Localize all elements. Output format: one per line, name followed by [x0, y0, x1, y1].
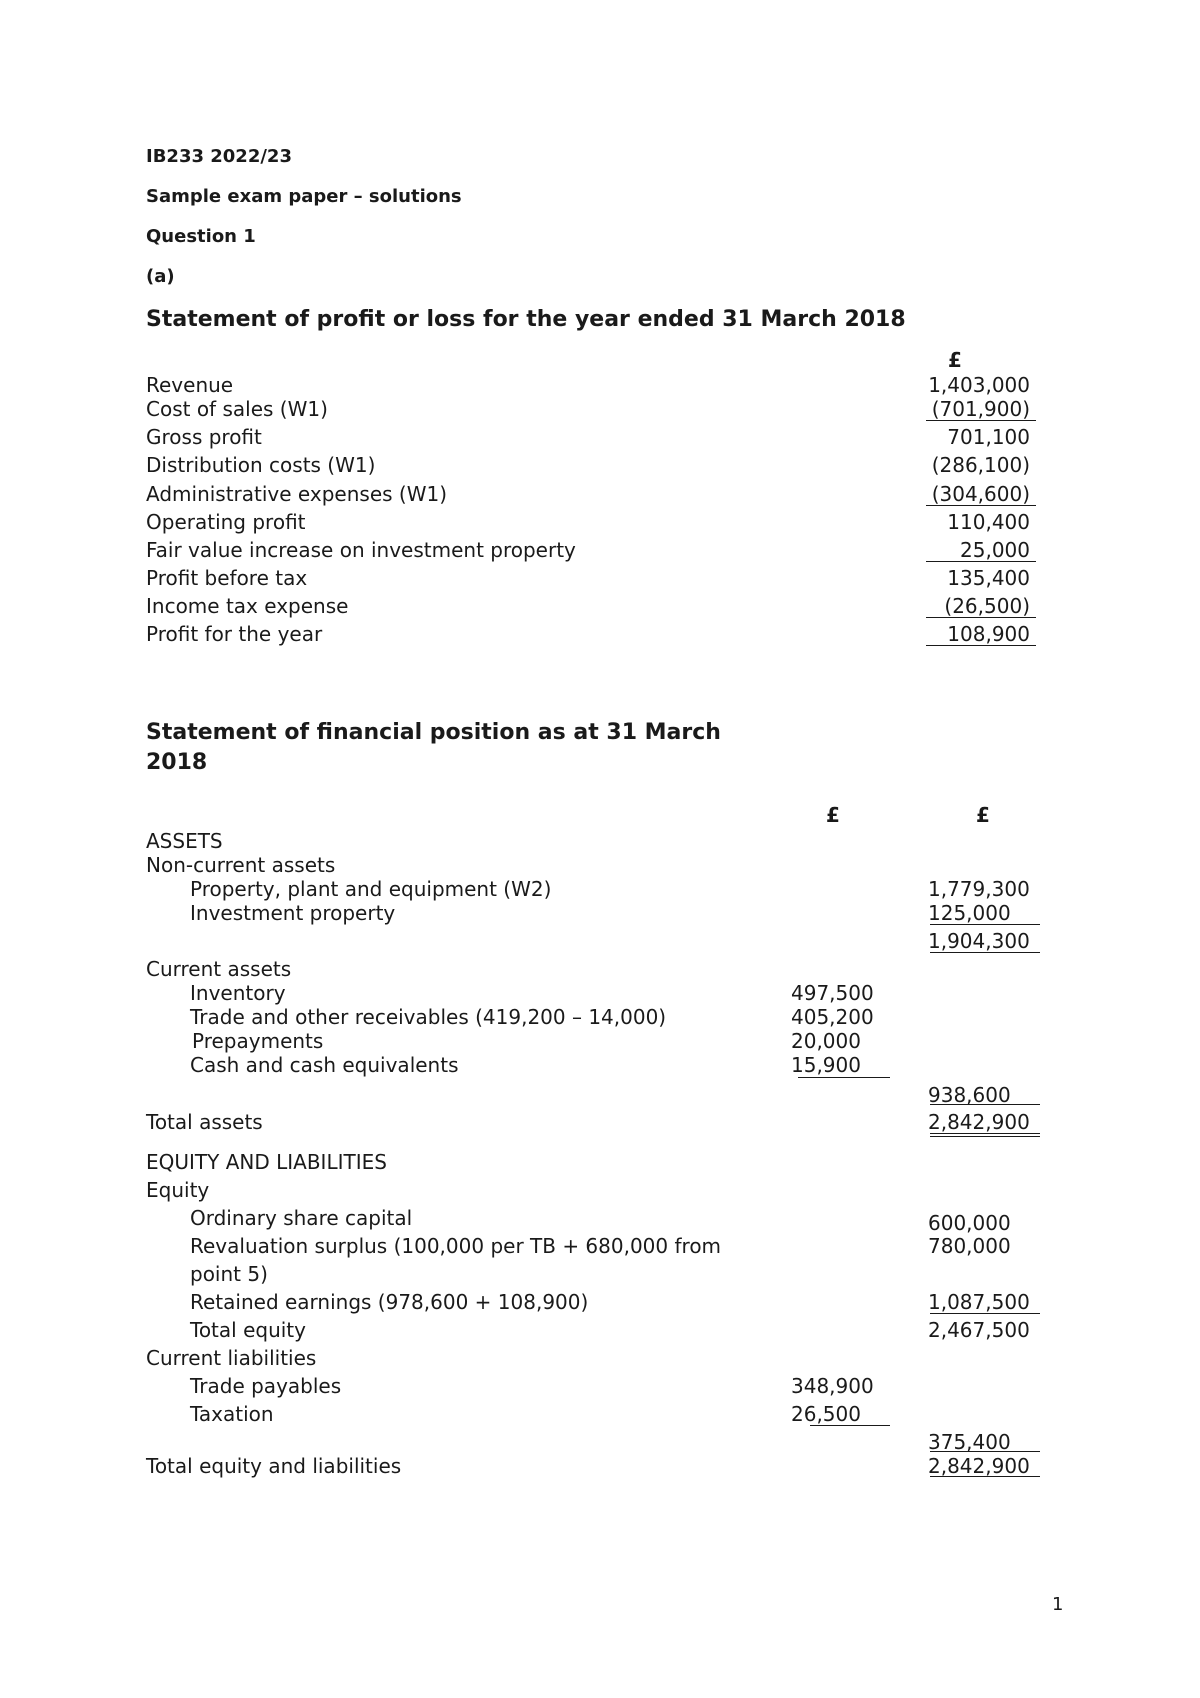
document-subtitle: Sample exam paper – solutions — [146, 186, 462, 207]
row-label: Cost of sales (W1) — [146, 397, 328, 421]
table-row — [146, 1005, 1046, 1031]
subtotal-rule — [930, 924, 1040, 925]
section-heading — [146, 1178, 1046, 1204]
row-value: 125,000 — [928, 901, 1011, 925]
row-value: 2,467,500 — [928, 1318, 1030, 1342]
row-label: Revenue — [146, 373, 234, 397]
table-row — [146, 482, 1046, 508]
subtotal-rule — [926, 617, 1036, 618]
profit-loss-currency: £ — [948, 348, 962, 372]
row-label: Profit for the year — [146, 622, 323, 646]
currency-col-b: £ — [976, 803, 990, 827]
table-row — [146, 1430, 1046, 1456]
row-value: 405,200 — [791, 1005, 874, 1029]
subtotal-rule — [810, 1425, 890, 1426]
row-value: 1,087,500 — [928, 1290, 1030, 1314]
table-row — [146, 1290, 1046, 1316]
row-label: Property, plant and equipment (W2) — [190, 877, 552, 901]
row-value: 600,000 — [928, 1211, 1011, 1235]
row-value: 497,500 — [791, 981, 874, 1005]
row-label: Total equity — [190, 1318, 306, 1342]
table-row — [146, 510, 1046, 536]
row-label: Non-current assets — [146, 853, 336, 877]
subtotal-rule — [926, 505, 1036, 506]
row-label: Income tax expense — [146, 594, 349, 618]
table-row — [146, 566, 1046, 592]
table-row — [146, 453, 1046, 479]
row-value: 108,900 — [947, 622, 1030, 646]
row-label: EQUITY AND LIABILITIES — [146, 1150, 387, 1174]
row-value: 1,403,000 — [928, 373, 1030, 397]
row-value: 15,900 — [791, 1053, 861, 1077]
row-label: Prepayments — [192, 1029, 324, 1053]
table-row — [146, 901, 1046, 927]
part-label: (a) — [146, 266, 175, 287]
row-value: 938,600 — [928, 1083, 1011, 1107]
subtotal-rule — [926, 420, 1036, 421]
row-value: 780,000 — [928, 1234, 1011, 1258]
row-label: Administrative expenses (W1) — [146, 482, 448, 506]
table-row — [146, 877, 1046, 903]
course-code: IB233 2022/23 — [146, 146, 292, 167]
row-label: Taxation — [190, 1402, 274, 1426]
table-row — [146, 397, 1046, 423]
table-row — [146, 1402, 1046, 1428]
row-label: Gross profit — [146, 425, 262, 449]
subtotal-rule — [798, 1077, 890, 1078]
question-heading: Question 1 — [146, 226, 256, 247]
row-value: 20,000 — [791, 1029, 861, 1053]
table-row — [146, 1206, 1046, 1235]
section-heading — [146, 829, 1046, 855]
table-row — [146, 538, 1046, 564]
row-label: Trade payables — [190, 1374, 342, 1398]
row-label: Equity — [146, 1178, 210, 1202]
row-value: 1,779,300 — [928, 877, 1030, 901]
page-number: 1 — [1052, 1594, 1064, 1615]
row-label: Inventory — [190, 981, 286, 1005]
row-label: Retained earnings (978,600 + 108,900) — [190, 1290, 589, 1314]
row-label: Fair value increase on investment property — [146, 538, 576, 562]
section-heading — [146, 853, 1046, 879]
row-label: Total equity and liabilities — [146, 1454, 402, 1478]
row-value: 2,842,900 — [928, 1454, 1030, 1478]
total-rule — [926, 645, 1036, 646]
table-row — [146, 1029, 1046, 1055]
subtotal-rule — [930, 1313, 1040, 1314]
row-label: Current assets — [146, 957, 292, 981]
row-label: Trade and other receivables (419,200 – 14,000) — [190, 1005, 667, 1029]
row-label: Operating profit — [146, 510, 306, 534]
table-row — [146, 1053, 1046, 1079]
section-heading — [146, 957, 1046, 983]
row-value: 348,900 — [791, 1374, 874, 1398]
row-label: Cash and cash equivalents — [190, 1053, 459, 1077]
total-rule — [930, 1133, 1040, 1134]
table-row — [146, 594, 1046, 620]
row-value: 2,842,900 — [928, 1110, 1030, 1134]
row-label-continued: point 5) — [190, 1262, 268, 1286]
total-rule — [930, 1136, 1040, 1137]
table-row — [146, 1110, 1046, 1136]
financial-position-title-year: 2018 — [146, 750, 208, 775]
row-value: 25,000 — [960, 538, 1030, 562]
subtotal-rule — [930, 1451, 1040, 1452]
table-row — [146, 1318, 1046, 1344]
row-label: Profit before tax — [146, 566, 308, 590]
row-value: (304,600) — [931, 482, 1030, 506]
row-value: 26,500 — [791, 1402, 861, 1426]
row-label: Revaluation surplus (100,000 per TB + 680,000 from — [190, 1234, 722, 1258]
profit-loss-title: Statement of profit or loss for the year ended 31 March 2018 — [146, 307, 906, 332]
row-value: 110,400 — [947, 510, 1030, 534]
row-value: (26,500) — [944, 594, 1030, 618]
table-row — [146, 1454, 1046, 1480]
row-value: (701,900) — [931, 397, 1030, 421]
row-value: 375,400 — [928, 1430, 1011, 1454]
financial-position-title: Statement of financial position as at 31 March — [146, 720, 721, 745]
row-label: Total assets — [146, 1110, 263, 1134]
table-row — [146, 1374, 1046, 1400]
row-label: Current liabilities — [146, 1346, 317, 1370]
total-rule — [930, 1476, 1040, 1477]
row-label: Investment property — [190, 901, 396, 925]
table-row — [146, 373, 1046, 399]
section-heading — [146, 1150, 1046, 1176]
row-value: 701,100 — [947, 425, 1030, 449]
table-row — [146, 1083, 1046, 1109]
row-value: 1,904,300 — [928, 929, 1030, 953]
row-label: ASSETS — [146, 829, 223, 853]
currency-col-a: £ — [826, 803, 840, 827]
table-row — [146, 622, 1046, 648]
table-row — [146, 1234, 1046, 1288]
subtotal-rule — [926, 561, 1036, 562]
row-label: Ordinary share capital — [190, 1206, 413, 1230]
subtotal-rule — [930, 1104, 1040, 1105]
table-row — [146, 425, 1046, 451]
table-row — [146, 981, 1046, 1007]
row-value: 135,400 — [947, 566, 1030, 590]
row-value: (286,100) — [931, 453, 1030, 477]
row-label: Distribution costs (W1) — [146, 453, 376, 477]
table-row — [146, 929, 1046, 955]
section-heading — [146, 1346, 1046, 1372]
subtotal-rule — [930, 952, 1040, 953]
